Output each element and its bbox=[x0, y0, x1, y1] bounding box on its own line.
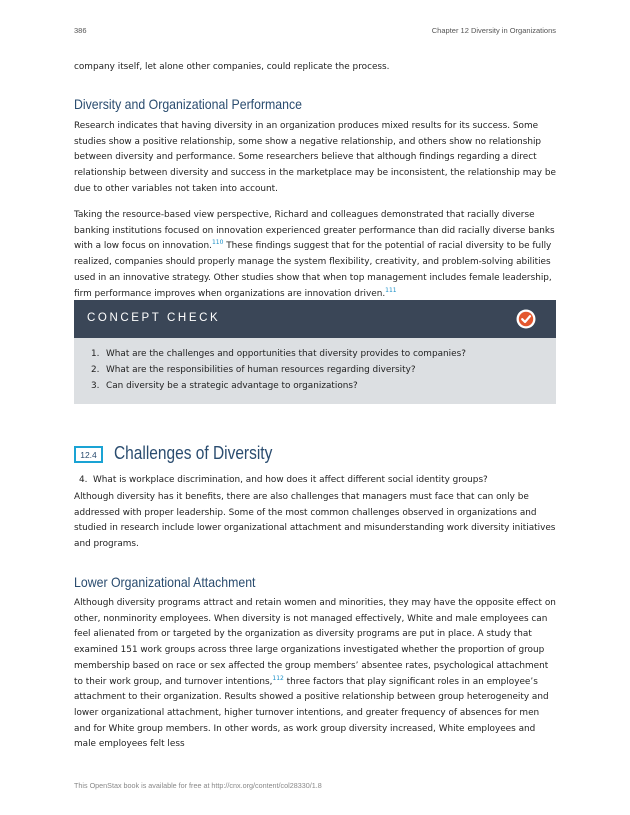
text-run: These findings suggest that for the potential of racial diversity to be fully realized, companies should properly manage the system flexibility, creativity, and problem-solving abilities used in an innovative strategy. Other studies show that when top management includes female leadership, firm performance improves when organizations are innovation driven. bbox=[74, 241, 552, 299]
learning-objective bbox=[79, 473, 488, 487]
footnote-ref-112[interactable]: 112 bbox=[272, 674, 284, 682]
paragraph-text bbox=[74, 208, 556, 302]
intro-paragraph bbox=[74, 60, 556, 76]
section-diversity-performance bbox=[74, 96, 556, 112]
objective-number: 4. bbox=[79, 475, 88, 485]
performance-paragraph-1 bbox=[74, 119, 556, 198]
section-number-badge: 12.4 bbox=[74, 446, 103, 463]
chapter-header: Chapter 12 Diversity in Organizations bbox=[431, 26, 556, 35]
list-item bbox=[91, 363, 466, 379]
checkmark-icon bbox=[516, 309, 536, 329]
section-lower-attachment bbox=[74, 574, 556, 590]
section-heading: Lower Organizational Attachment bbox=[74, 574, 256, 590]
list-item bbox=[91, 347, 466, 363]
objective-text: What is workplace discrimination, and how does it affect different social identity groups? bbox=[93, 475, 488, 485]
list-text: Can diversity be a strategic advantage to organizations? bbox=[106, 380, 358, 391]
concept-check-list bbox=[91, 347, 466, 394]
list-item bbox=[91, 379, 466, 395]
paragraph-text bbox=[74, 596, 556, 753]
footnote-ref-110[interactable]: 110 bbox=[211, 239, 224, 247]
text-run: Although diversity programs attract and retain women and minorities, they may have the opposite effect on other, nonminority employees. When diversity is not managed effectively, White and male employees can feel alienated from or targeted by the organization as diversity programs are put in place. A study that examined 151 work groups across three large organizations investigated whether the proportion of group membership based on race or sex affected the group members’ absentee rates, psychological attachment to their work group, and turnover intentions, bbox=[74, 598, 556, 687]
footnote-ref-111[interactable]: 111 bbox=[385, 286, 397, 294]
performance-paragraph-2 bbox=[74, 208, 556, 302]
paragraph-text: Research indicates that having diversity in an organization produces mixed results for its success. Some studies show a positive relationship, some show a negative relationship, and others show no relationship between diversity and performance. Some researchers believe that although findings regarding a direct relationship between diversity and success in the marketplace may be inconsistent, the relationship may be due to other variables not taken into account. bbox=[74, 121, 556, 194]
section-title: Challenges of Diversity bbox=[114, 443, 273, 463]
list-number: 3. bbox=[91, 380, 100, 391]
footer-note: This OpenStax book is available for free at http://cnx.org/content/col28330/1.8 bbox=[74, 781, 322, 790]
intro-line: company itself, let alone other companies, could replicate the process. bbox=[74, 62, 390, 72]
text-run: Taking the resource-based view perspective, Richard and colleagues demonstrated that racially diverse banking institutions focused on innovation experienced greater performance than did racially diverse banks with a low focus on innovation. bbox=[74, 210, 555, 252]
paragraph-text: Although diversity has it benefits, there are also challenges that managers must face that can only be addressed with proper leadership. Some of the most common challenges observed in organizations and studied in research include lower organizational attachment and misunderstanding work diversity initiatives and programs. bbox=[74, 492, 556, 550]
list-number: 2. bbox=[91, 364, 100, 375]
concept-check-header bbox=[74, 300, 556, 338]
attachment-paragraph bbox=[74, 596, 556, 753]
list-text: What are the challenges and opportunities that diversity provides to companies? bbox=[106, 349, 466, 359]
concept-check-box bbox=[74, 300, 556, 404]
text-run: three factors that play significant roles in an employee’s attachment to their organization. Results showed a positive relationship between group heterogeneity and lower organizational attachment, higher turnover intentions, and greater frequency of absences for men and for White group members. In other words, as work group diversity increased, White employees and male employees felt less bbox=[74, 676, 549, 750]
concept-check-title: CONCEPT CHECK bbox=[87, 312, 221, 324]
list-text: What are the responsibilities of human resources regarding diversity? bbox=[106, 364, 416, 375]
challenges-paragraph bbox=[74, 490, 556, 553]
section-heading: Diversity and Organizational Performance bbox=[74, 96, 303, 112]
page-number: 386 bbox=[74, 26, 87, 35]
list-number: 1. bbox=[91, 349, 100, 359]
